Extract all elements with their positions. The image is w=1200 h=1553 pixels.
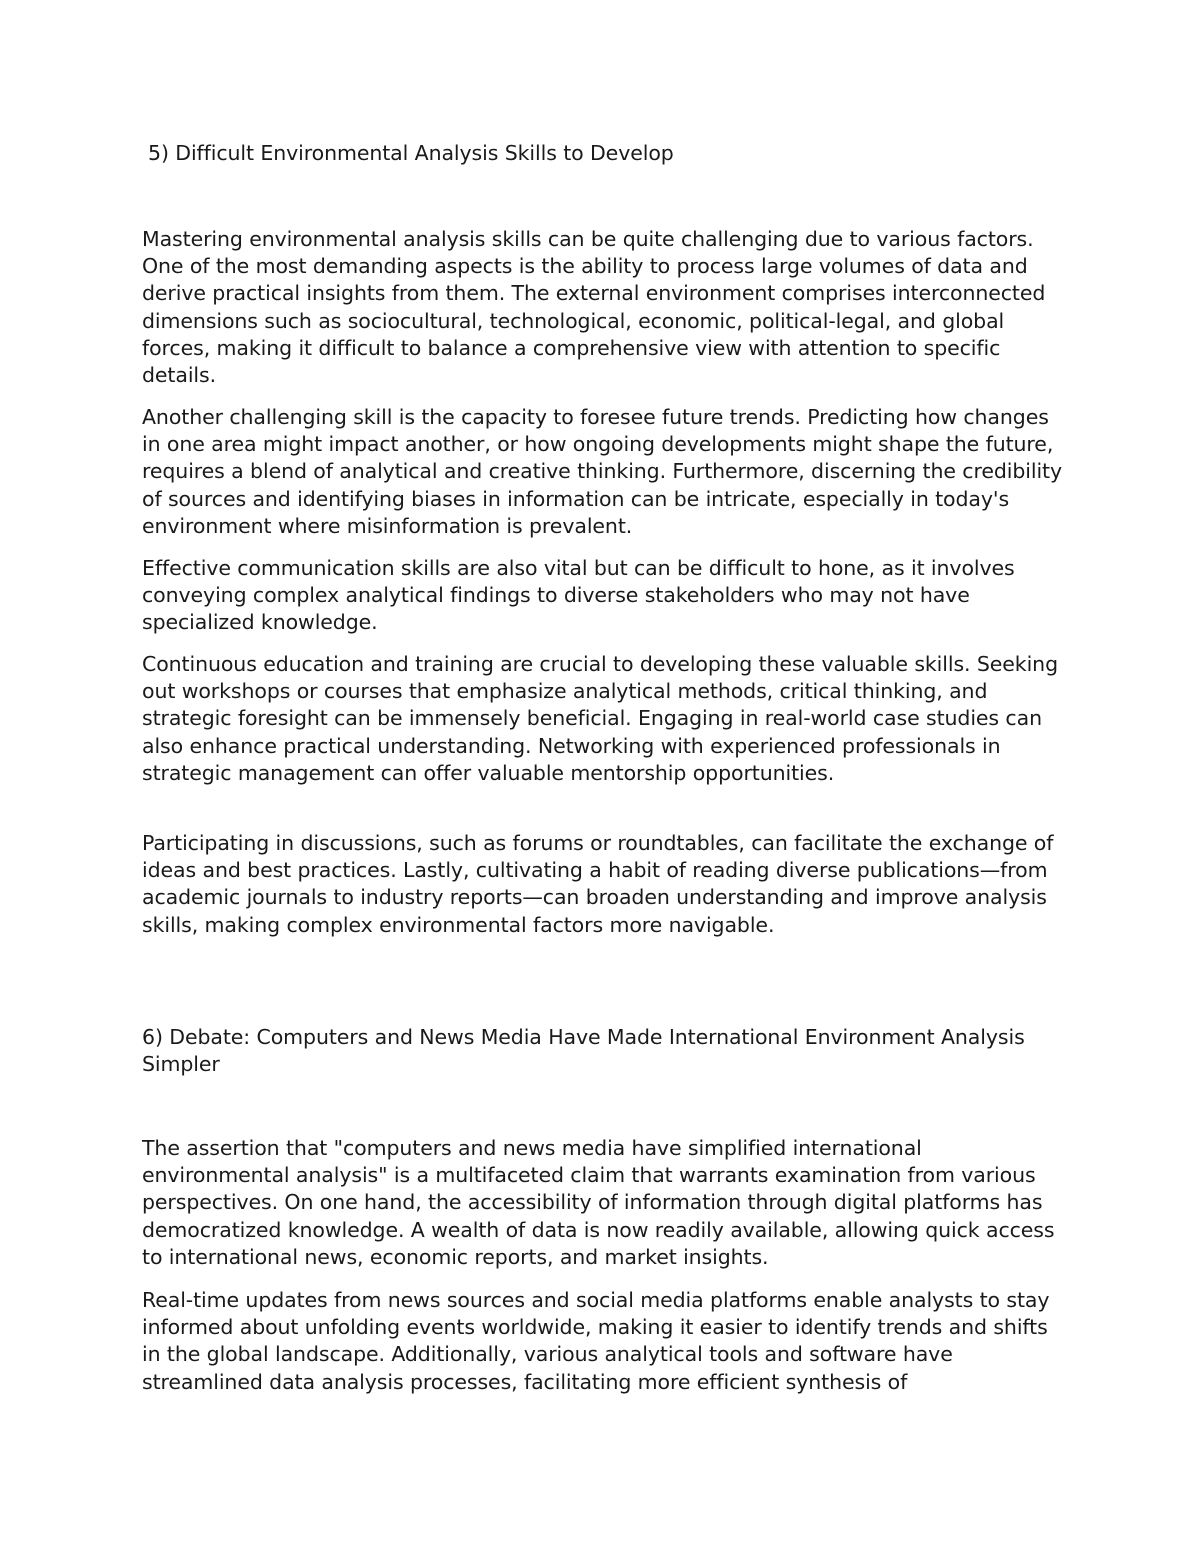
paragraph: Effective communication skills are also vital but can be difficult to hone, as it involves conveying complex analytical findings to diverse stakeholders who may not have specialized knowledge. <box>142 556 1015 635</box>
paragraph: Mastering environmental analysis skills can be quite challenging due to various factors. One of the most demanding aspects is the ability to process large volumes of data and derive practical insights from them. The external environment comprises interconnected dimensions such as sociocultural, technological, economic, political-legal, and global forces, making it difficult to balance a comprehensive view with attention to specific details. <box>142 227 1046 388</box>
section-heading-5: 5) Difficult Environmental Analysis Skills to Develop <box>148 141 674 165</box>
paragraph: Real-time updates from news sources and social media platforms enable analysts to stay informed about unfolding events worldwide, making it easier to identify trends and shifts in the global landscape. Additionally, various analytical tools and software have streamlined data analysis processes, facilitating more efficient synthesis of <box>142 1288 1050 1394</box>
paragraph: Continuous education and training are crucial to developing these valuable skills. Seeking out workshops or courses that emphasize analytical methods, critical thinking, and strategic foresight can be immensely beneficial. Engaging in real-world case studies can also enhance practical understanding. Networking with experienced professionals in strategic management can offer valuable mentorship opportunities. <box>142 652 1058 785</box>
paragraph: Participating in discussions, such as forums or roundtables, can facilitate the exchange of ideas and best practices. Lastly, cultivating a habit of reading diverse publications—from academic journals to industry reports—can broaden understanding and improve analysis skills, making complex environmental factors more navigable. <box>142 831 1054 937</box>
paragraph: Another challenging skill is the capacity to foresee future trends. Predicting how changes in one area might impact another, or how ongoing developments might shape the future, requires a blend of analytical and creative thinking. Furthermore, discerning the credibility of sources and identifying biases in information can be intricate, especially in today's environment where misinformation is prevalent. <box>142 405 1063 538</box>
section-heading-6: 6) Debate: Computers and News Media Have Made International Environment Analysis Simpler <box>142 1025 1025 1077</box>
paragraph: The assertion that "computers and news media have simplified international environmental analysis" is a multifaceted claim that warrants examination from various perspectives. On one hand, the accessibility of information through digital platforms has democratized knowledge. A wealth of data is now readily available, allowing quick access to international news, economic reports, and market insights. <box>142 1136 1055 1269</box>
